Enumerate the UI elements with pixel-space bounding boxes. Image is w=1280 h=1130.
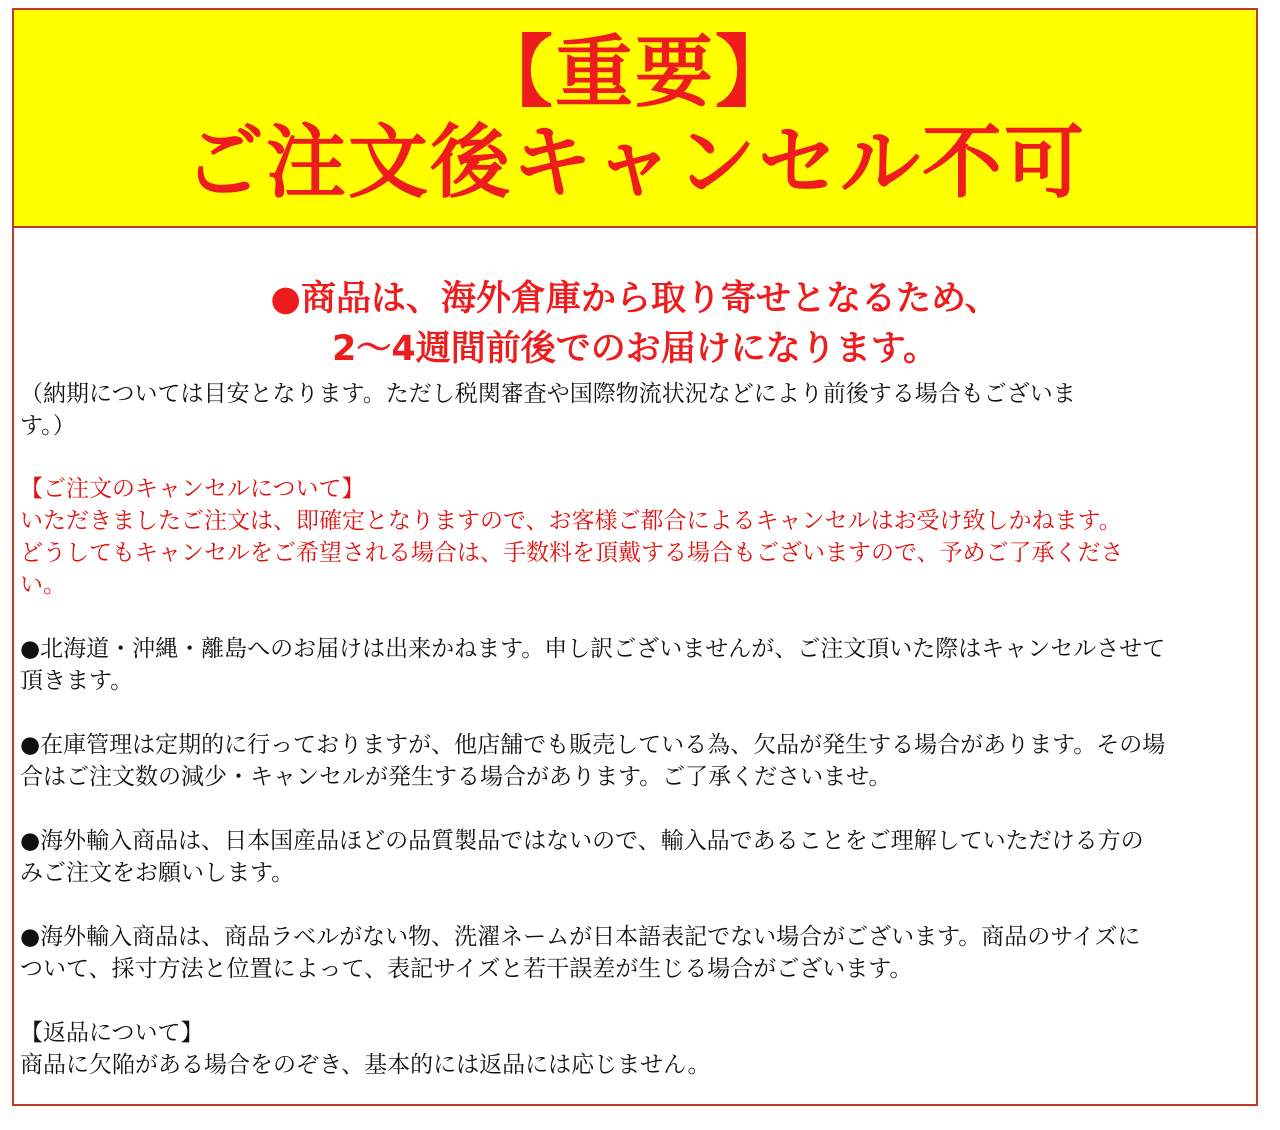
remote-area-notice	[20, 633, 1250, 697]
bullet-3-line-1: ●海外輸入商品は、日本国産品ほどの品質製品ではないので、輸入品であることをご理解していただける方の	[20, 828, 1144, 854]
cancel-policy-heading: 【ご注文のキャンセルについて】	[20, 476, 365, 502]
returns-line-1: 商品に欠陥がある場合をのぞき、基本的には返品には応じません。	[20, 1052, 711, 1078]
quality-notice	[20, 825, 1250, 889]
shipping-headline-line-1: ●商品は、海外倉庫から取り寄せとなるため、	[270, 279, 1000, 319]
bullet-3-line-2: みご注文をお願いします。	[20, 860, 295, 886]
delivery-note	[20, 378, 1250, 442]
important-title: 【重要】	[474, 28, 795, 118]
shipping-headline-line-2: 2～4週間前後でのお届けになります。	[332, 329, 938, 369]
delivery-note-line-1: （納期については目安となります。ただし税関審査や国際物流状況などにより前後する場合もございま	[20, 381, 1076, 407]
label-size-notice	[20, 921, 1250, 985]
cancel-policy	[20, 473, 1250, 601]
cancel-policy-line-3: い。	[20, 572, 66, 598]
stock-notice	[20, 729, 1250, 793]
notice-body	[14, 274, 1256, 1081]
bullet-4-line-2: ついて、採寸方法と位置によって、表記サイズと若干誤差が生じる場合がございます。	[20, 956, 913, 982]
cancel-policy-line-2: どうしてもキャンセルをご希望される場合は、手数料を頂戴する場合もございますので、予めご了承くださ	[20, 540, 1124, 566]
returns-policy	[20, 1017, 1250, 1081]
returns-heading: 【返品について】	[20, 1020, 204, 1046]
no-cancel-title: ご注文後キャンセル不可	[184, 116, 1086, 209]
important-header	[14, 10, 1256, 228]
cancel-policy-line-1: いただきましたご注文は、即確定となりますので、お客様ご都合によるキャンセルはお受け致しかねます。	[20, 508, 1122, 534]
shipping-headline	[20, 274, 1250, 374]
notice-panel	[12, 8, 1258, 1106]
bullet-1-line-2: 頂きます。	[20, 668, 134, 694]
bullet-2-line-2: 合はご注文数の減少・キャンセルが発生する場合があります。ご了承くださいませ。	[20, 764, 892, 790]
bullet-1-line-1: ●北海道・沖縄・離島へのお届けは出来かねます。申し訳ございませんが、ご注文頂いた際はキャンセルさせて	[20, 636, 1166, 662]
bullet-4-line-1: ●海外輸入商品は、商品ラベルがない物、洗濯ネームが日本語表記でない場合がございます。商品のサイズに	[20, 924, 1141, 950]
bullet-2-line-1: ●在庫管理は定期的に行っておりますが、他店舗でも販売している為、欠品が発生する場合があります。その場	[20, 732, 1166, 758]
delivery-note-line-2: す。）	[20, 413, 76, 439]
